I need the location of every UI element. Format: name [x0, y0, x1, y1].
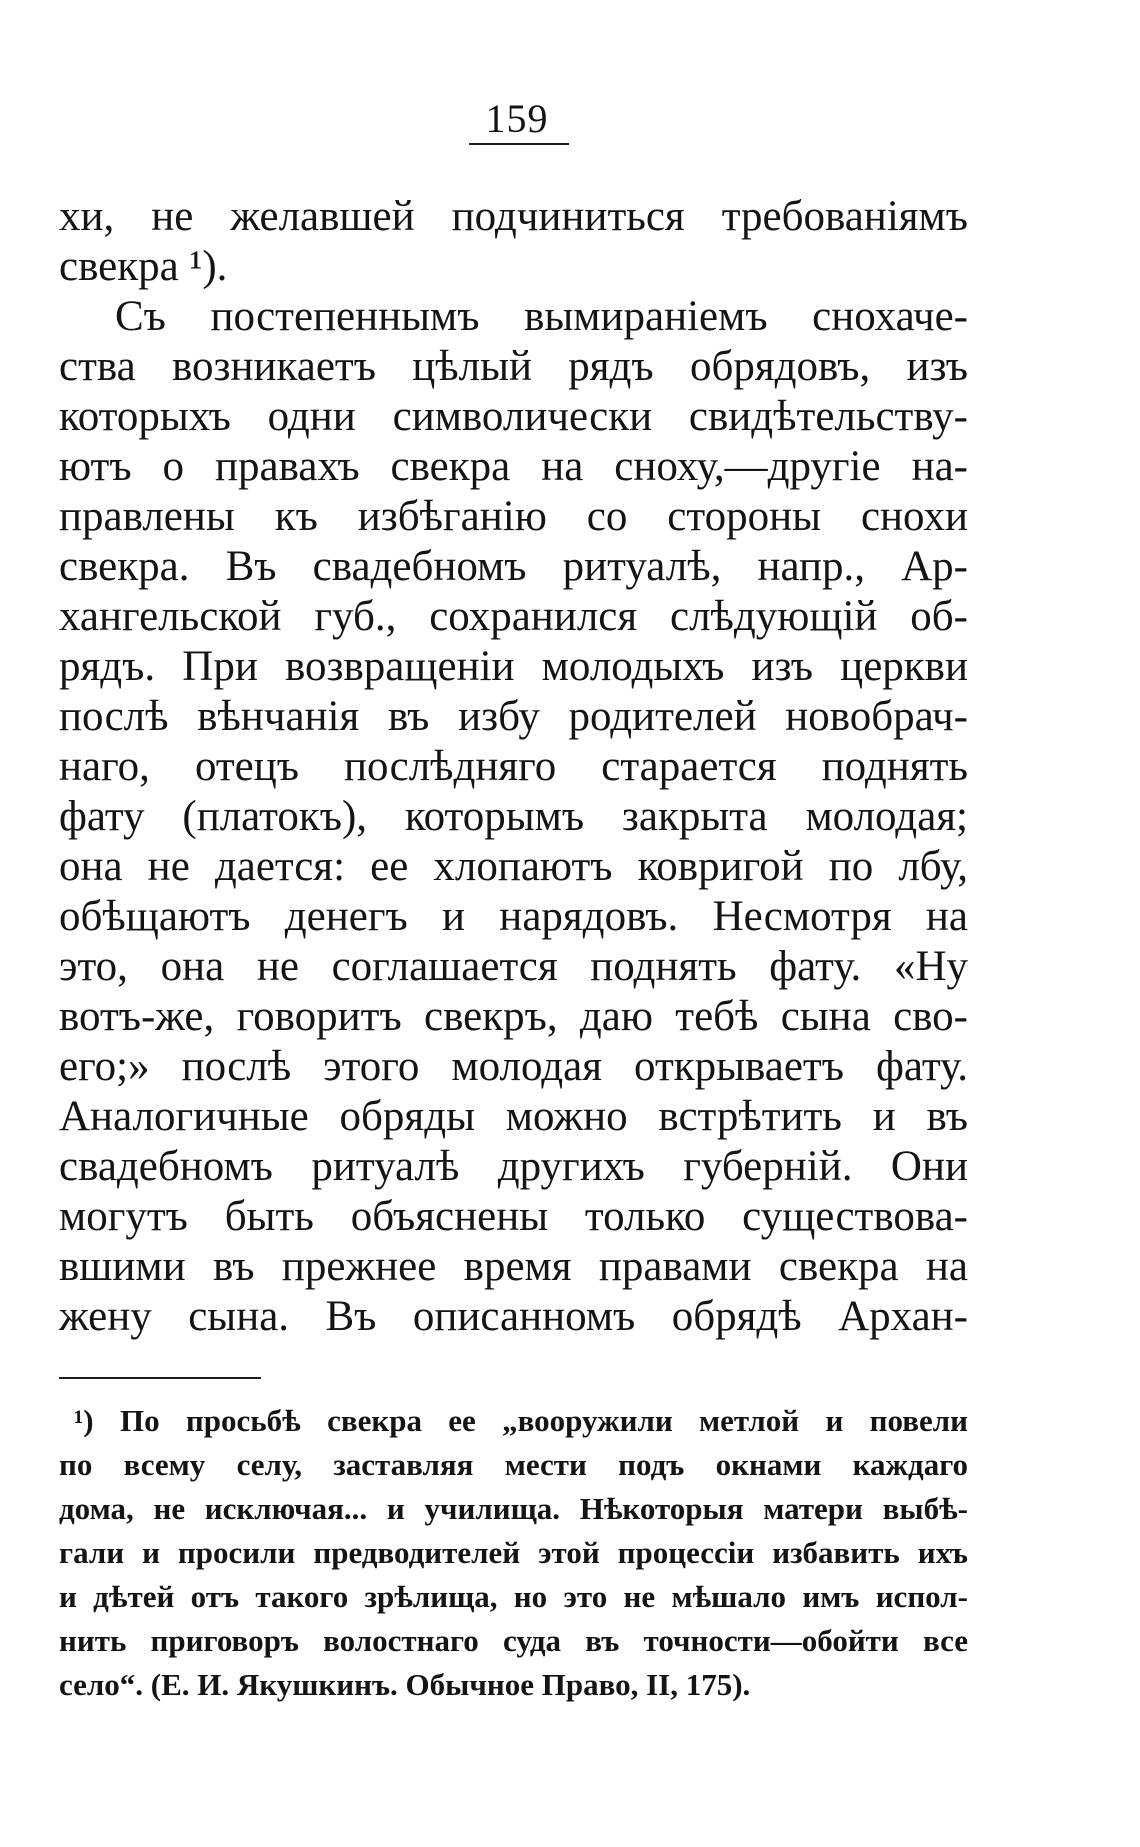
- footnote-line: гали и просили предводителей этой процессіи избавить ихъ: [59, 1535, 968, 1570]
- footnote: [59, 1399, 968, 1707]
- body-text: [59, 192, 968, 1342]
- page-number-rule: [469, 143, 569, 145]
- text-line: фату (платокъ), которымъ закрыта молодая;: [59, 793, 968, 840]
- text-line: она не дается: ее хлопаютъ ковригой по лбу,: [59, 843, 968, 890]
- text-line: рядъ. При возвращеніи молодыхъ изъ церкви: [59, 643, 968, 690]
- text-line: ства возникаетъ цѣлый рядъ обрядовъ, изъ: [59, 343, 968, 390]
- text-line: наго, отецъ послѣдняго старается поднять: [59, 743, 968, 790]
- text-line: его;» послѣ этого молодая открываетъ фату.: [59, 1043, 968, 1090]
- footnote-line: село“. (Е. И. Якушкинъ. Обычное Право, II, 175).: [59, 1667, 751, 1702]
- text-line: которыхъ одни символически свидѣтельству-: [59, 393, 968, 440]
- text-line: свадебномъ ритуалѣ другихъ губерній. Они: [59, 1143, 968, 1190]
- text-line: хи, не желавшей подчиниться требованіямъ: [59, 193, 968, 240]
- text-line: жену сына. Въ описанномъ обрядѣ Архан-: [59, 1293, 968, 1340]
- text-line: послѣ вѣнчанія въ избу родителей новобрач-: [59, 693, 968, 740]
- text-line: могутъ быть объяснены только существова-: [59, 1193, 968, 1240]
- text-line: обѣщаютъ денегъ и нарядовъ. Несмотря на: [59, 893, 968, 940]
- text-line: свекра. Въ свадебномъ ритуалѣ, напр., Ар-: [59, 543, 968, 590]
- text-line: вотъ-же, говоритъ свекръ, даю тебѣ сына сво-: [59, 993, 968, 1040]
- footnote-separator: [59, 1377, 261, 1379]
- text-line: ютъ о правахъ свекра на сноху,—другіе на-: [59, 443, 968, 490]
- page-number: 159: [485, 96, 549, 141]
- text-line: правлены къ избѣганію со стороны снохи: [59, 493, 968, 540]
- footnote-line: дома, не исключая... и училища. Нѣкоторыя матери выбѣ-: [59, 1491, 968, 1526]
- paragraph-continuation: [59, 192, 968, 292]
- text-line: Съ постепеннымъ вымираніемъ снохаче-: [115, 293, 968, 340]
- text-line: вшими въ прежнее время правами свекра на: [59, 1243, 968, 1290]
- text-line: свекра ¹).: [59, 243, 228, 290]
- text-line: хангельской губ., сохранился слѣдующій об-: [59, 593, 968, 640]
- footnote-line: ¹) По просьбѣ свекра ее „вооружили метлой и повели: [74, 1403, 968, 1438]
- text-line: Аналогичные обряды можно встрѣтить и въ: [59, 1093, 968, 1140]
- footnote-line: по всему селу, заставляя мести подъ окнами каждаго: [59, 1447, 968, 1482]
- text-line: это, она не соглашается поднять фату. «Ну: [59, 943, 968, 990]
- footnote-line: и дѣтей отъ такого зрѣлища, но это не мѣшало имъ испол-: [59, 1579, 968, 1614]
- paragraph: [59, 292, 968, 1342]
- footnote-line: нить приговоръ волостнаго суда въ точности—обойти все: [59, 1623, 968, 1658]
